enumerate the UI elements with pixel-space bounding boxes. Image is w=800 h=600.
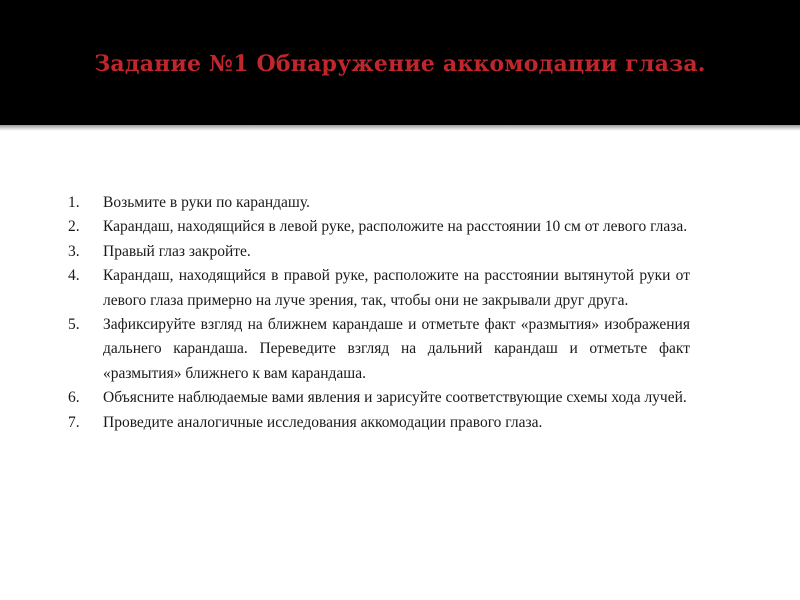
step-number: 2. xyxy=(68,218,80,236)
step-number: 6. xyxy=(68,389,80,407)
step-text: Зафиксируйте взгляд на ближнем карандаше и отметьте факт «размытия» изображения дальнего карандаша. Переведите взгляд на дальний карандаш и отметьте факт «размытия» ближнего к вам карандаша. xyxy=(103,316,690,382)
step-number: 4. xyxy=(68,267,80,285)
step-text: Карандаш, находящийся в левой руке, расположите на расстоянии 10 см от левого глаза. xyxy=(103,218,688,236)
title-bar-shadow xyxy=(0,125,800,131)
list-item xyxy=(68,386,690,410)
title-bar xyxy=(0,0,800,125)
step-text: Возьмите в руки по карандашу. xyxy=(103,194,310,211)
step-number: 5. xyxy=(68,316,80,334)
list-item xyxy=(68,240,690,264)
list-item xyxy=(68,191,690,215)
step-number: 7. xyxy=(68,413,80,431)
list-item xyxy=(68,313,690,386)
list-item xyxy=(68,264,690,313)
step-text: Проведите аналогичные исследования аккомодации правого глаза. xyxy=(103,413,543,431)
step-number: 1. xyxy=(68,194,80,211)
list-item xyxy=(68,215,690,239)
list-item xyxy=(68,411,690,435)
step-text: Правый глаз закройте. xyxy=(103,242,251,260)
steps-list xyxy=(68,191,690,435)
slide-title: Задание №1 Обнаружение аккомодации глаза. xyxy=(94,51,706,77)
step-text: Карандаш, находящийся в правой руке, расположите на расстоянии вытянутой руки от левого глаза примерно на луче зрения, так, чтобы они не закрывали друг друга. xyxy=(103,267,690,309)
step-text: Объясните наблюдаемые вами явления и зарисуйте соответствующие схемы хода лучей. xyxy=(103,389,687,407)
step-number: 3. xyxy=(68,242,80,260)
